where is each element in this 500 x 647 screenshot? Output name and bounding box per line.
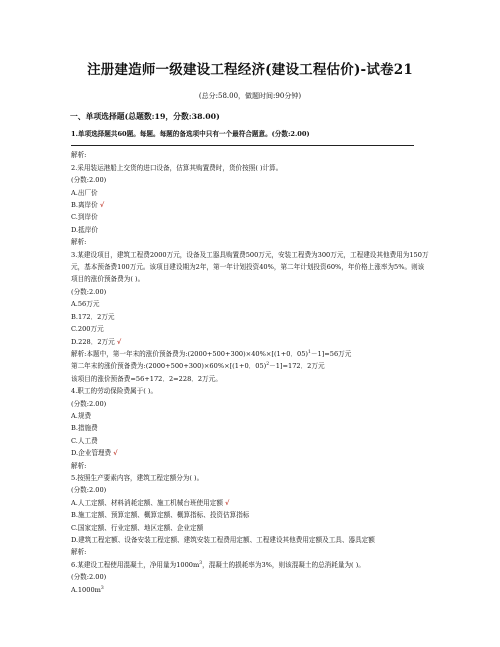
analysis-text: 第二年末的涨价预备费为:(2000+500+300)×60%×[(1+0．05)$^2$－1]=172．2万元 bbox=[71, 362, 325, 371]
option-b: B.施工定额、预算定额、概算定额、概算指标、投资估算指标 bbox=[71, 511, 250, 520]
section-heading: 一、单项选择题(总题数:19，分数:38.00) bbox=[70, 112, 220, 121]
page-subtitle: (总分:58.00，做题时间:90分钟) bbox=[198, 92, 302, 100]
check-mark-icon: √ bbox=[116, 337, 122, 346]
option-d: D.228．2万元 √ bbox=[71, 337, 122, 346]
question-score: (分数:2.00) bbox=[71, 287, 107, 296]
option-b: B.离岸价 √ bbox=[71, 201, 105, 210]
page-title: 注册建造师一级建设工程经济(建设工程估价)-试卷21 bbox=[87, 62, 413, 78]
question-score: (分数:2.00) bbox=[71, 176, 107, 185]
question-stem: 2.采用装运港船上交货的进口设备，估算其购置费时，货价按照( )计算。 bbox=[71, 163, 283, 172]
option-c: C.国家定额、行业定额、地区定额、企业定额 bbox=[71, 523, 204, 532]
option-a: A.56万元 bbox=[71, 300, 100, 309]
divider bbox=[71, 145, 414, 146]
question-score: (分数:2.00) bbox=[71, 486, 107, 495]
question-stem: 3.某建设项目，建筑工程费2000万元，设备及工器具购置费500万元，安装工程费为300万元，工程建设其他费用为150万元，基本预备费100万元。该项目建设期为2年，第一年计划投资40%，第二年计划投资60%，年价格上涨率为5%。则该项目的涨价预备费为( )。 bbox=[71, 250, 429, 284]
analysis-label: 解析: bbox=[71, 461, 87, 470]
option-c: C.人工费 bbox=[71, 436, 98, 445]
option-d: D.企业管理费 √ bbox=[71, 449, 118, 458]
option-d: D.抵岸价 bbox=[71, 225, 98, 234]
analysis-text: 解析:本题中，第一年末的涨价预备费为:(2000+500+300)×40%×[(1+0．05)$^1$－1]=56万元 bbox=[71, 349, 352, 358]
question-intro: 1.单项选择题共60题。每题。每题的备选项中只有一个最符合题意。(分数:2.00) bbox=[71, 130, 310, 138]
option-c: C.到岸价 bbox=[71, 213, 98, 222]
option-d: D.建筑工程定额、设备安装工程定额、建筑安装工程费用定额、工程建设其他费用定额及工具、器具定额 bbox=[71, 536, 375, 544]
question-stem: 6.某建设工程使用混凝土，净用量为$1000m^3$，混凝土的损耗率为3%，则该混凝土的总消耗量为( )。 bbox=[71, 560, 365, 569]
question-body bbox=[71, 128, 429, 596]
option-c: C.200万元 bbox=[71, 325, 104, 334]
question-score: (分数:2.00) bbox=[71, 399, 107, 408]
analysis-label: 解析: bbox=[71, 238, 87, 247]
option-a: A.规费 bbox=[71, 411, 92, 420]
option-b: B.措施费 bbox=[71, 424, 98, 433]
option-a: $A.1000m^3$ bbox=[71, 585, 104, 594]
question-stem: 4.职工的劳动保险费属于( )。 bbox=[71, 387, 158, 396]
option-b: B.172．2万元 bbox=[71, 312, 115, 321]
check-mark-icon: √ bbox=[99, 201, 105, 210]
question-stem: 5.按照生产要素内容，建筑工程定额分为( )。 bbox=[71, 473, 204, 482]
check-mark-icon: √ bbox=[225, 498, 230, 507]
check-mark-icon: √ bbox=[113, 449, 118, 458]
analysis-text: 该项目的涨价预备费=56+172．2=228．2万元。 bbox=[71, 374, 222, 383]
option-a: A.人工定额、材料消耗定额、施工机械台班使用定额 √ bbox=[71, 498, 230, 507]
analysis-label: 解析: bbox=[71, 151, 87, 160]
option-a: A.出厂价 bbox=[71, 188, 98, 197]
question-score: (分数:2.00) bbox=[71, 573, 107, 582]
analysis-label: 解析: bbox=[71, 548, 87, 557]
